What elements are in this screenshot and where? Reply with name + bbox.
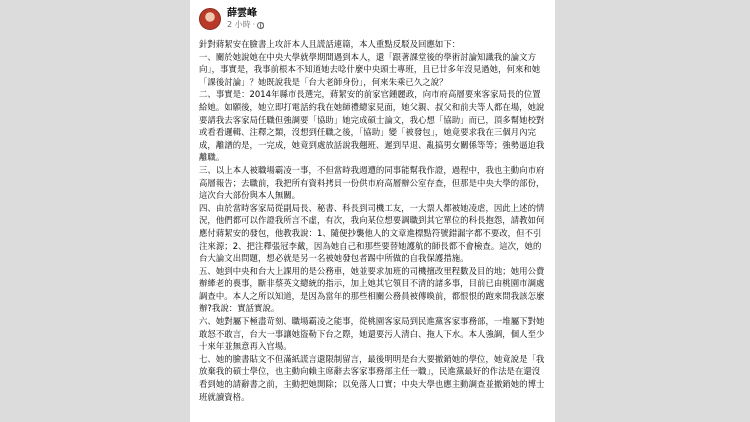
post-paragraph: 三、以上本人被職場霸凌一事，不但當時我週遭的同事能幫我作證，過程中，我也主動向市府高層報告；去職前，我把所有資料拷貝一份供市府高層辦公室存查，但那是中央大學的部份，這次台大部份與本人無關。 xyxy=(199,164,545,201)
post-paragraph: 四、由於當時客家局從副局長、秘書、科長到司機工友，一大票人都被她凌虐，因此上述的情況，他們都可以作證我所言不虛，有次，我向某位想要調職到其它單位的科長抱怨，請教如何應付蔣絜安的發包，他教我說：1、隨便抄襲他人的文章進標點符號錯漏字都不要改，但不引注來源；2、把注釋張冠李戴，因為她自己和那些要替她護航的師長都不會檢查。這次，她的台大論文出問題，想必就是另一名被她發包者踢中所做的自我保護措施。 xyxy=(199,202,545,264)
post-paragraph: 針對蔣絜安在臉書上攻訐本人且謊話連篇，本人重點反駁及回應如下： xyxy=(199,39,461,49)
meta-separator: · xyxy=(252,20,256,29)
post-time[interactable]: 2 小時 xyxy=(227,20,251,29)
globe-icon xyxy=(257,22,264,29)
post-paragraph: 六、她對屬下極盡苛刻、職場霸凌之能事，從桃園客家局到民進黨客家事務部，一堆屬下對她敢怒不敢言，台大一事讓她盜勒下台之際，她還要污人清白、拖人下水。本人強調，個人至少十來年並無意再入官場。 xyxy=(199,316,545,352)
header-text xyxy=(227,8,264,30)
author-name[interactable]: 薛雲峰 xyxy=(227,8,257,19)
post-paragraph: 七、她的臉書貼文不但滿紙謊言還限制留言，最後明明是台大要撤銷她的學位，她竟說是「我放棄我的碩士學位，也主動向賴主席辭去客家事務部主任一職」，民進黨最好的作法是在還沒看到她的請辭書之前，主動把她開除；以免落人口實；中央大學也應主動調查並撤銷她的博士班就讀資格。 xyxy=(199,353,545,402)
post-card xyxy=(190,0,555,422)
avatar[interactable] xyxy=(199,8,221,30)
post-meta xyxy=(227,20,264,30)
post-paragraph: 一、關於她說她在中央大學就學期間遇到本人，還「跟著課堂後的學術討論知識我的論文方向」，事實是，我事前根本不知道她去唸什麼中央頭士專班，且已廿多年沒見過她，何來和她「課後討論」？她既說我是「台大老師身份」，何來朱乘已久之說？ xyxy=(199,51,541,87)
post-paragraph: 五、她到中央和台大上課用的是公務車，她並要求加班的司機擅改里程數及目的地；她用公費辦縴老的喪事，斷非蔡英文總統的指示，加上她其它領目不清的諸多事，目前已由桃園市調處調查中。本人之所以知道，是因為當年的那些相關公務員被傳喚前，都恨恨的跑來問我該怎麼辦?我說：實話實說。 xyxy=(199,265,545,314)
post-header xyxy=(199,4,547,34)
post-body xyxy=(199,38,547,403)
post-paragraph: 二、事實是：2014年縣市長選完，蔣絜安的前家官鍾麗政，向市府高層要來客家局長的位置給她。如願後，她立即打電話約我在她師禮總家見面，她父親、叔父和前夫等人都在場，她說要請我去客家局任職但強調要「協助」她完成碩士論文，我心想「協助」而已，頂多幫她校對或看看邏輯、注釋之類，沒想到任職之後，「協助」變「被發包」，她竟要求我在三個月內完成，離譜的是，一完成，她竟到處放話說我翹班、遲到早退、亂搞男女關係等等；強勢逼迫我離職。 xyxy=(199,89,545,163)
